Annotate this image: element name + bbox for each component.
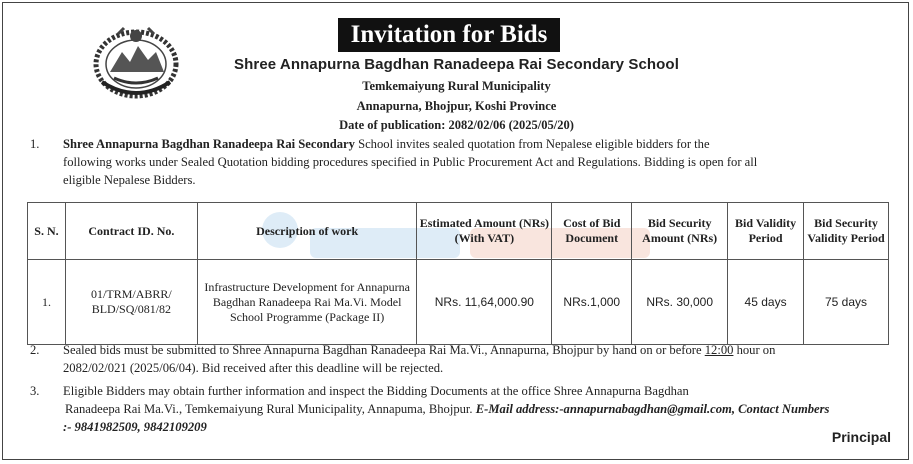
para3-email: E-Mail address:-annapurnabagdhan@gmail.com, Contact Numbers	[475, 402, 830, 416]
para3	[63, 382, 893, 436]
address: Annapurna, Bhojpur, Koshi Province	[356, 99, 557, 113]
cell-estimated-amount: NRs. 11,64,000.90	[417, 260, 552, 345]
header-bid-validity: Bid Validity Period	[728, 203, 804, 260]
para2-line1b: hour on	[733, 343, 776, 357]
municipality: Temkemaiyung Rural Municipality	[362, 79, 551, 93]
para2-line2: 2082/02/021 (2025/06/04). Bid received after this deadline will be rejected.	[63, 361, 444, 375]
cell-bid-doc-cost: NRs.1,000	[552, 260, 632, 345]
para2-deadline-time: 12:00	[704, 343, 734, 357]
header-security-validity: Bid Security Validity Period	[804, 203, 889, 260]
cell-contract-id: 01/TRM/ABRR/ BLD/SQ/081/82	[65, 260, 197, 345]
header-bid-doc-cost: Cost of Bid Document	[552, 203, 632, 260]
para1-line3: eligible Nepalese Bidders.	[63, 173, 196, 187]
header-bid-security: Bid Security Amount (NRs)	[632, 203, 728, 260]
para2	[63, 341, 893, 377]
notice-title: Invitation for Bids	[338, 18, 560, 52]
cell-bid-security: NRs. 30,000	[632, 260, 728, 345]
para3-contact-numbers: :- 9841982509, 9842109209	[63, 420, 207, 434]
para1-number: 1.	[30, 137, 40, 151]
bid-table	[27, 202, 889, 345]
table-header-row	[28, 203, 889, 260]
signature-principal: Principal	[831, 429, 891, 445]
para1	[63, 135, 893, 189]
table-row	[28, 260, 889, 345]
para3-line1: Eligible Bidders may obtain further information and inspect the Bidding Documents at the office Shree Annapurna Bagdhan	[63, 384, 689, 398]
cell-sn: 1.	[28, 260, 66, 345]
header-estimated-amount: Estimated Amount (NRs) (With VAT)	[417, 203, 552, 260]
school-name: Shree Annapurna Bagdhan Ranadeepa Rai Secondary School	[234, 56, 679, 73]
para3-number: 3.	[30, 384, 40, 398]
publication-date: Date of publication: 2082/02/06 (2025/05/20)	[339, 118, 574, 132]
header-contract-id: Contract ID. No.	[65, 203, 197, 260]
cell-security-validity: 75 days	[804, 260, 889, 345]
para1-line1: School invites sealed quotation from Nepalese eligible bidders for the	[354, 137, 710, 151]
cell-bid-validity: 45 days	[728, 260, 804, 345]
cell-description: Infrastructure Development for Annapurna Bagdhan Ranadeepa Rai Ma.Vi. Model School Programme (Package II)	[197, 260, 417, 345]
header-description: Description of work	[197, 203, 417, 260]
para2-line1a: Sealed bids must be submitted to Shree Annapurna Bagdhan Ranadeepa Rai Ma.Vi., Annapurna, Bhojpur by hand on or before	[63, 343, 705, 357]
para1-line2: following works under Sealed Quotation bidding procedures specified in Public Procurement Act and Regulations. Bidding is open for all	[63, 155, 758, 169]
header-sn: S. N.	[28, 203, 66, 260]
para3-line2-plain: Ranadeepa Rai Ma.Vi., Temkemaiyung Rural Municipality, Annapuma, Bhojpur.	[65, 402, 476, 416]
para1-lead: Shree Annapurna Bagdhan Ranadeepa Rai Secondary	[63, 137, 355, 151]
para2-number: 2.	[30, 343, 40, 357]
